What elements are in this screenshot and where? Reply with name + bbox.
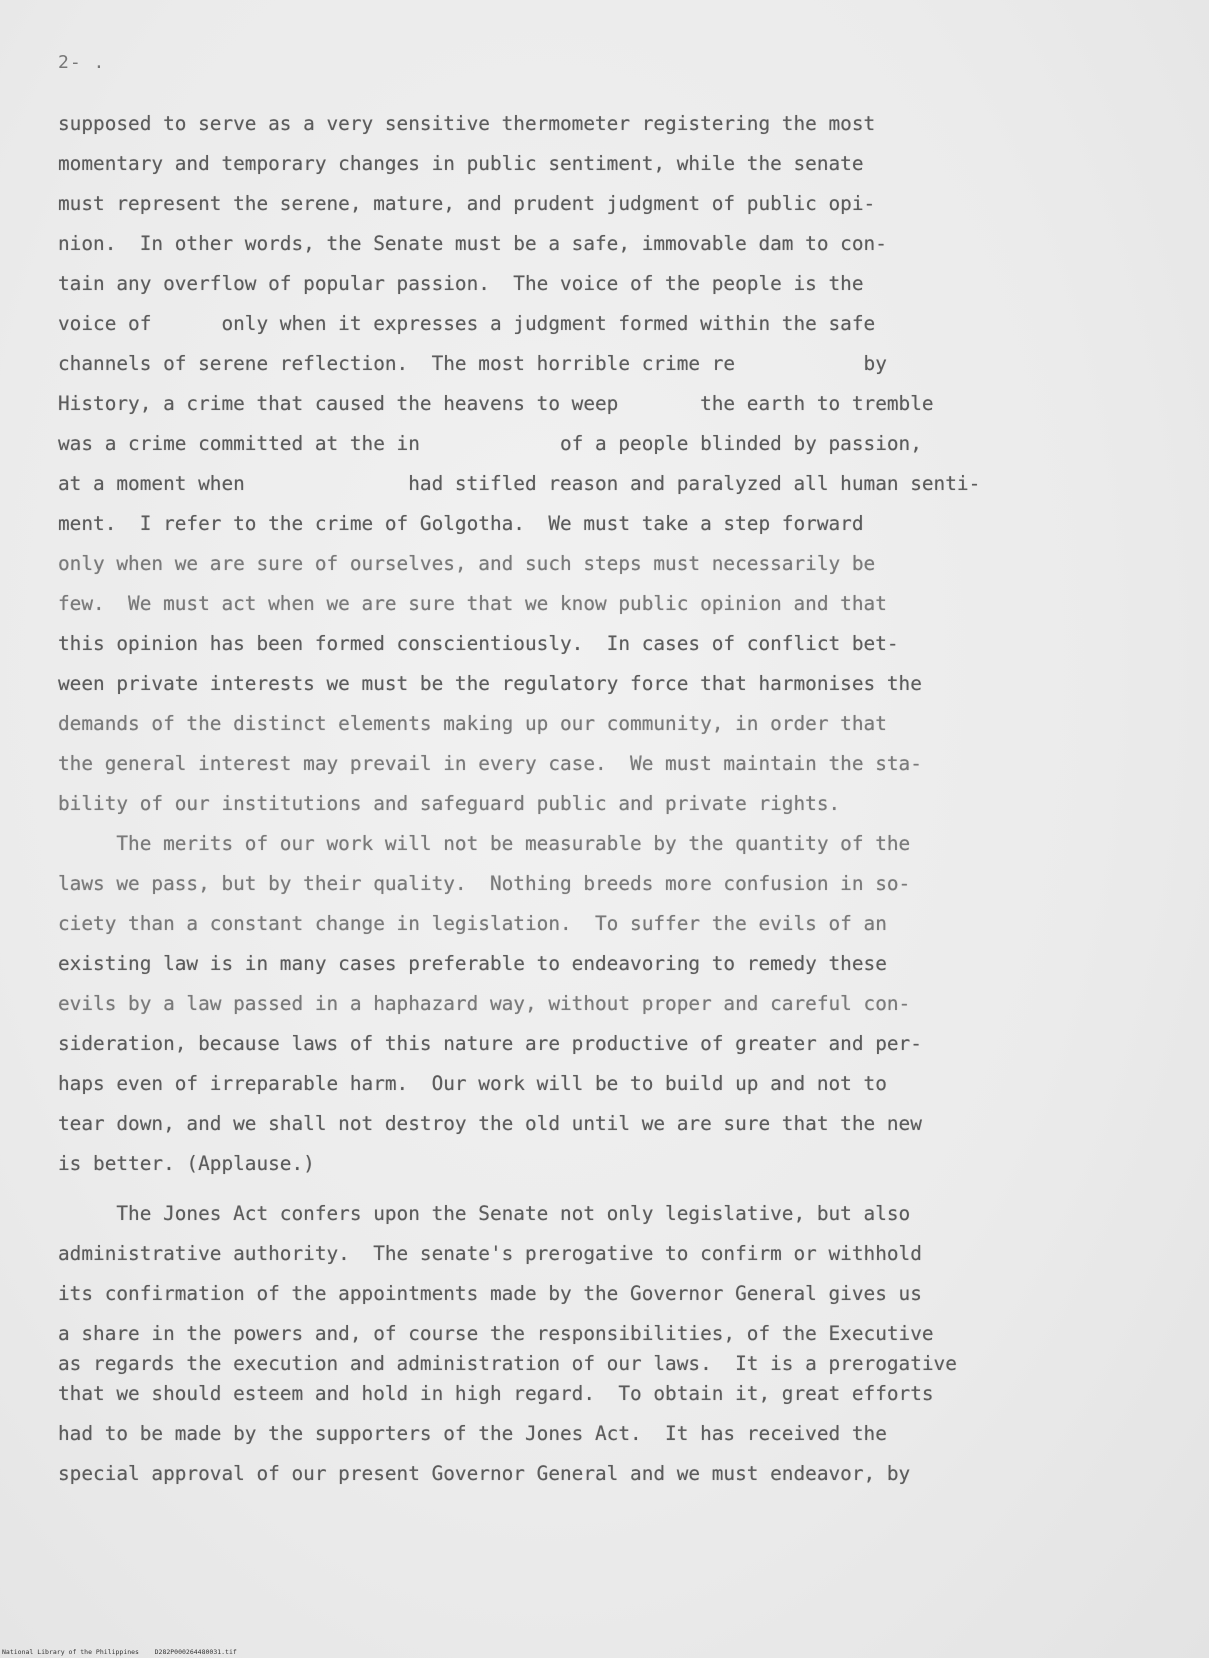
scan-footer: National Library of the Philippines D282P000264480031.tif: [2, 1648, 237, 1656]
text-line: existing law is in many cases preferable to endeavoring to remedy these: [58, 952, 887, 975]
text-line: nion. In other words, the Senate must be a safe, immovable dam to con-: [58, 232, 887, 255]
text-line: the general interest may prevail in every case. We must maintain the sta-: [58, 752, 922, 775]
text-line: its confirmation of the appointments made by the Governor General gives us: [58, 1282, 922, 1305]
text-line: haps even of irreparable harm. Our work will be to build up and not to: [58, 1072, 887, 1095]
text-line: tain any overflow of popular passion. The voice of the people is the: [58, 272, 864, 295]
text-line: bility of our institutions and safeguard public and private rights.: [58, 792, 841, 815]
text-line: ciety than a constant change in legislation. To suffer the evils of an: [58, 912, 887, 935]
text-line: at a moment when had stifled reason and paralyzed all human senti-: [58, 472, 981, 495]
text-line: sideration, because laws of this nature are productive of greater and per-: [58, 1032, 922, 1055]
body-text: [58, 104, 1168, 1494]
text-line: as regards the execution and administration of our laws. It is a prerogative: [58, 1352, 957, 1375]
text-line: evils by a law passed in a haphazard way, without proper and careful con-: [58, 992, 911, 1015]
text-line: this opinion has been formed conscientiously. In cases of conflict bet-: [58, 632, 899, 655]
text-line: administrative authority. The senate's prerogative to confirm or withhold: [58, 1242, 922, 1265]
paragraph-start-line: The Jones Act confers upon the Senate not only legislative, but also: [58, 1202, 911, 1225]
text-line: only when we are sure of ourselves, and such steps must necessarily be: [58, 552, 876, 575]
text-line: is better. (Applause.): [58, 1152, 315, 1175]
text-line: laws we pass, but by their quality. Nothing breeds more confusion in so-: [58, 872, 911, 895]
paragraph-gap: [58, 1184, 1168, 1194]
text-line: momentary and temporary changes in public sentiment, while the senate: [58, 152, 864, 175]
paragraph-start-line: The merits of our work will not be measurable by the quantity of the: [58, 832, 911, 855]
text-line: few. We must act when we are sure that we know public opinion and that: [58, 592, 887, 615]
text-line: had to be made by the supporters of the Jones Act. It has received the: [58, 1422, 887, 1445]
text-line: voice of only when it expresses a judgment formed within the safe: [58, 312, 876, 335]
text-line: that we should esteem and hold in high regard. To obtain it, great efforts: [58, 1382, 934, 1405]
text-line: History, a crime that caused the heavens to weep the earth to tremble: [58, 392, 934, 415]
text-line: ween private interests we must be the regulatory force that harmonises the: [58, 672, 922, 695]
page-number: 2- .: [58, 52, 106, 73]
text-line: must represent the serene, mature, and prudent judgment of public opi-: [58, 192, 876, 215]
text-line: was a crime committed at the in of a people blinded by passion,: [58, 432, 922, 455]
text-line: demands of the distinct elements making up our community, in order that: [58, 712, 887, 735]
text-line: ment. I refer to the crime of Golgotha. We must take a step forward: [58, 512, 864, 535]
text-line: supposed to serve as a very sensitive thermometer registering the most: [58, 112, 876, 135]
text-line: special approval of our present Governor General and we must endeavor, by: [58, 1462, 911, 1485]
text-line: tear down, and we shall not destroy the old until we are sure that the new: [58, 1112, 922, 1135]
text-line: channels of serene reflection. The most horrible crime re by: [58, 352, 887, 375]
text-line: a share in the powers and, of course the responsibilities, of the Executive: [58, 1322, 934, 1345]
